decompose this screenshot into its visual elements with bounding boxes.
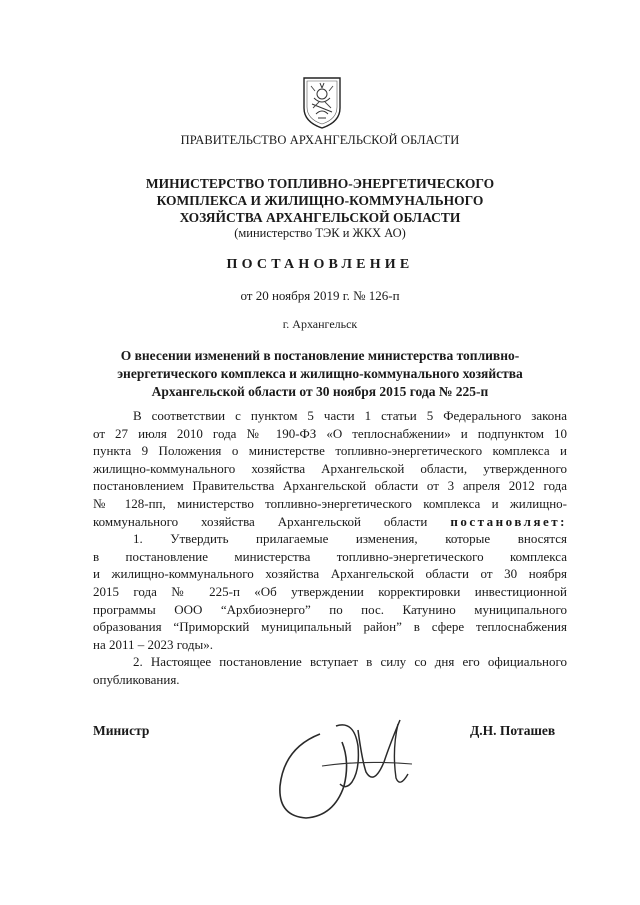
body-line: В соответствии с пунктом 5 части 1 статьи 5 Федерального закона [133,408,567,423]
body-line: на 2011 – 2023 годы». [93,636,213,652]
signatory-name: Д.Н. Поташев [470,723,556,738]
body-line: от 27 июля 2010 года № 190-ФЗ «О теплоснабжении» и подпунктом 10 [93,425,567,441]
document-city: г. Архангельск [282,317,358,331]
document-body [93,407,567,689]
subject-line: О внесении изменений в постановление министерства топливно- [120,348,520,363]
body-line: 1. Утвердить прилагаемые изменения, которые вносятся [133,531,567,547]
signatory-title: Министр [93,723,150,738]
body-line: жилищно-коммунального хозяйства Архангельской области, утвержденного [93,460,567,476]
body-line: 2. Настоящее постановление вступает в силу со дня его официального [133,654,567,670]
handwritten-signature [262,690,462,830]
ministry-name [0,175,640,226]
body-line: образования “Приморский муниципальный район” в сфере теплоснабжения [93,619,567,635]
coat-of-arms-emblem [300,74,344,130]
body-line [93,513,567,531]
body-line: и жилищно-коммунального хозяйства Архангельской области от 30 ноября [93,566,567,582]
body-line: 2015 года № 225-п «Об утверждении корректировки инвестиционной [93,583,567,599]
government-name: ПРАВИТЕЛЬСТВО АРХАНГЕЛЬСКОЙ ОБЛАСТИ [180,133,460,147]
ministry-name-line: КОМПЛЕКСА И ЖИЛИЩНО-КОММУНАЛЬНОГО [156,193,484,208]
subject-line: энергетического комплекса и жилищно-коммунального хозяйства [117,366,523,381]
body-line: опубликования. [93,671,180,687]
subject-line: Архангельской области от 30 ноября 2015 года № 225-п [151,384,489,399]
ministry-name-line: МИНИСТЕРСТВО ТОПЛИВНО-ЭНЕРГЕТИЧЕСКОГО [145,176,495,191]
body-line: программы ООО “Архбиоэнерго” по пос. Катунино муниципального [93,601,567,617]
body-line: в постановление министерства топливно-энергетического комплекса [93,548,567,564]
document-type-heading: ПОСТАНОВЛЕНИЕ [226,257,414,272]
ministry-name-line: ХОЗЯЙСТВА АРХАНГЕЛЬСКОЙ ОБЛАСТИ [179,210,461,225]
document-subject [0,347,640,401]
body-line: постановлением Правительства Архангельской области от 3 апреля 2012 года [93,478,567,494]
body-line: № 128-пп, министерство топливно-энергетического комплекса и жилищно- [93,495,567,511]
decree-keyword: постановляет: [450,513,567,529]
document-date-number: от 20 ноября 2019 г. № 126-п [240,288,400,303]
ministry-short-name: (министерство ТЭК и ЖКХ АО) [234,226,406,240]
body-line: пункта 9 Положения о министерстве топливно-энергетического комплекса и [93,443,567,459]
body-line-text: коммунального хозяйства Архангельской области [93,513,428,529]
